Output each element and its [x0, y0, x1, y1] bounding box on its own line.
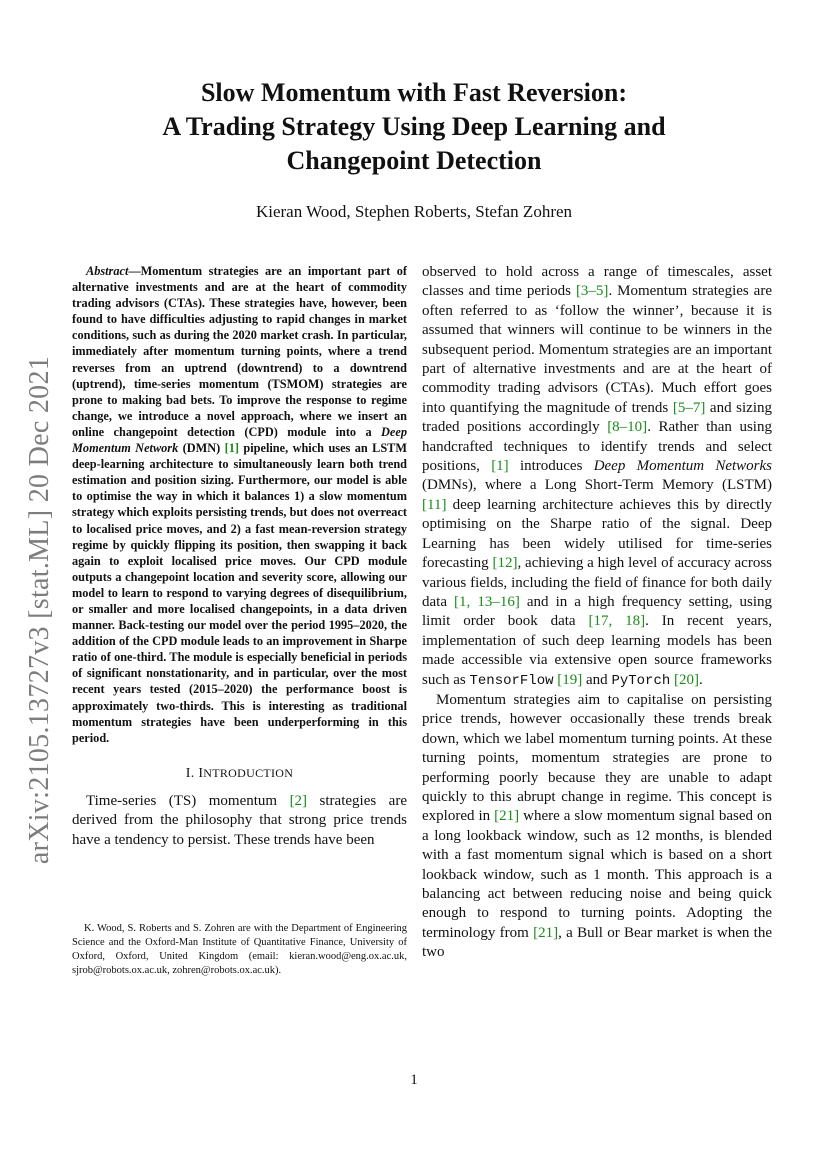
body-text: . Rather than using handcrafted techniques to identify trends and select positions,	[422, 419, 772, 475]
section-first-letter: I	[198, 765, 204, 781]
right-column	[422, 263, 772, 963]
title-line-2: A Trading Strategy Using Deep Learning and	[162, 112, 666, 141]
body-text: and	[582, 671, 612, 688]
body-text: (DMNs), where a Long Short-Term Memory (LSTM)	[422, 477, 772, 494]
section-title-rest: NTRODUCTION	[203, 765, 294, 780]
body-text: . Momentum strategies are often referred to as ‘follow the winner’, because it is assumed that winners will continue to be winners in the subsequent period. Momentum strategies are an important part of alternative investments and are at the heart of commodity trading advisors (CTAs). Much effort goes into quantifying the magnitude of trends	[422, 283, 772, 416]
title-line-1: Slow Momentum with Fast Reversion:	[200, 78, 628, 107]
abstract-text-3: pipeline, which uses an LSTM deep-learning architecture to simultaneously learn both trend estimation and position sizing. Furthermore, our model is able to optimise the way in which it balances 1) a slow momentum strategy which exploits persisting trends, but does not overreact to localised price moves, and 2) a fast mean-reversion strategy regime by quickly flipping its position, then swapping it back again to exploit localised price moves. Our CPD module outputs a changepoint location and severity score, allowing our model to learn to respond to varying degrees of disequilibrium, or smaller and more localised changepoints, in a data driven manner. Back-testing our model over the period 1995–2020, the addition of the CPD module leads to an improvement in Sharpe ratio of one-third. The module is especially beneficial in periods of significant nonstationarity, and in particular, over the most recent years tested (2015–2020) the performance boost is approximately two-thirds. This is interesting as traditional momentum strategies have been underperforming in this period.	[72, 441, 407, 745]
arxiv-identifier	[24, 355, 56, 865]
page-number: 1	[410, 1072, 418, 1088]
body-text: introduces	[508, 458, 594, 475]
citation-link[interactable]: [19]	[557, 671, 583, 688]
tensorflow-name: TensorFlow	[469, 672, 554, 689]
intro-text: strategies are derived from the philosophy that strong price trends have a tendency to persist. These trends have been	[72, 792, 407, 848]
citation-link[interactable]: [11]	[422, 496, 447, 513]
citation-link[interactable]: [2]	[289, 792, 308, 809]
citation-link[interactable]: [1]	[491, 458, 509, 475]
pytorch-name: PyTorch	[611, 672, 671, 689]
body-text: .	[699, 671, 703, 688]
citation-link[interactable]: [20]	[674, 671, 699, 688]
body-paragraph-1	[422, 263, 772, 691]
section-heading-introduction	[72, 766, 407, 782]
citation-link[interactable]: [1, 13–16]	[454, 593, 520, 610]
section-numeral: I.	[185, 765, 199, 781]
intro-paragraph	[72, 792, 407, 850]
author-list: Kieran Wood, Stephen Roberts, Stefan Zohren	[255, 202, 573, 221]
paper-title	[0, 76, 828, 178]
body-text: , a Bull or Bear market is when the two	[422, 924, 772, 961]
body-paragraph-2	[422, 691, 772, 963]
body-text: , achieving a high level of accuracy across various fields, including the field of finance for both daily data	[422, 555, 772, 610]
citation-link[interactable]: [1]	[224, 441, 239, 456]
body-text: and sizing traded positions accordingly	[422, 399, 772, 436]
abstract	[72, 263, 407, 746]
abstract-text-2: (DMN)	[178, 441, 225, 456]
abstract-text-1: —Momentum strategies are an important part of alternative investments and are at the heart of commodity trading advisors (CTAs). These strategies have, however, been found to have difficulties adjusting to rapid changes in market conditions, such as during the 2020 market crash. In particular, immediately after momentum turning points, where a trend reverses from an uptrend (downtrend) to a downtrend (uptrend), time-series momentum (TSMOM) strategies are prone to making bad bets. To improve the response to regime change, we introduce a novel approach, where we insert an online changepoint detection (CPD) module into a	[72, 264, 407, 439]
body-text: Momentum strategies aim to capitalise on persisting price trends, however occasionally these trends break down, which we label momentum turning points. At these turning points, momentum strategies are prone to performing poorly because they are unable to adapt quickly to this abrupt change in regime. This concept is explored in	[422, 691, 772, 825]
abstract-lead: Abstract	[86, 264, 129, 278]
abstract-dmn-term: Deep Momentum Network	[72, 424, 407, 456]
citation-link[interactable]: [21]	[533, 924, 559, 941]
citation-link[interactable]: [3–5]	[575, 283, 609, 300]
author-footnote: K. Wood, S. Roberts and S. Zohren are with the Department of Engineering Science and the Oxford-Man Institute of Quantitative Finance, University of Oxford, Oxford, United Kingdom (email: kieran.wood@eng.ox.ac.uk, sjrob@robots.ox.ac.uk, zohren@robots.ox.ac.uk).	[72, 923, 407, 976]
citation-link[interactable]: [12]	[492, 555, 518, 572]
body-text: observed to hold across a range of timescales, asset classes and time periods	[422, 264, 772, 300]
body-text: . In recent years, implementation of such deep learning models has been made accessible via extensive open source frameworks such as	[422, 613, 772, 688]
arxiv-identifier-text: arXiv:2105.13727v3 [stat.ML] 20 Dec 2021	[24, 355, 55, 865]
body-text: and in a high frequency setting, using limit order book data	[422, 593, 772, 630]
citation-link[interactable]: [8–10]	[607, 419, 648, 436]
body-text: where a slow momentum signal based on a long lookback window, such as 12 months, is blended with a fast momentum signal which is based on a short lookback window, such as 1 month. This approach is a balancing act between reducing noise and being quick enough to respond to turning points. Adopting the terminology from	[422, 808, 772, 941]
intro-text: Time-series (TS) momentum	[86, 792, 290, 809]
title-line-3: Changepoint Detection	[286, 146, 542, 175]
citation-link[interactable]: [5–7]	[672, 399, 706, 416]
citation-link[interactable]: [17, 18]	[588, 613, 646, 630]
dmn-term: Deep Momentum Networks	[593, 458, 772, 475]
left-column	[72, 263, 407, 850]
body-text: deep learning architecture achieves this by directly optimising on the Sharpe ratio of the signal. Deep Learning has been widely utilised for time-series forecasting	[422, 496, 772, 572]
citation-link[interactable]: [21]	[494, 808, 520, 825]
